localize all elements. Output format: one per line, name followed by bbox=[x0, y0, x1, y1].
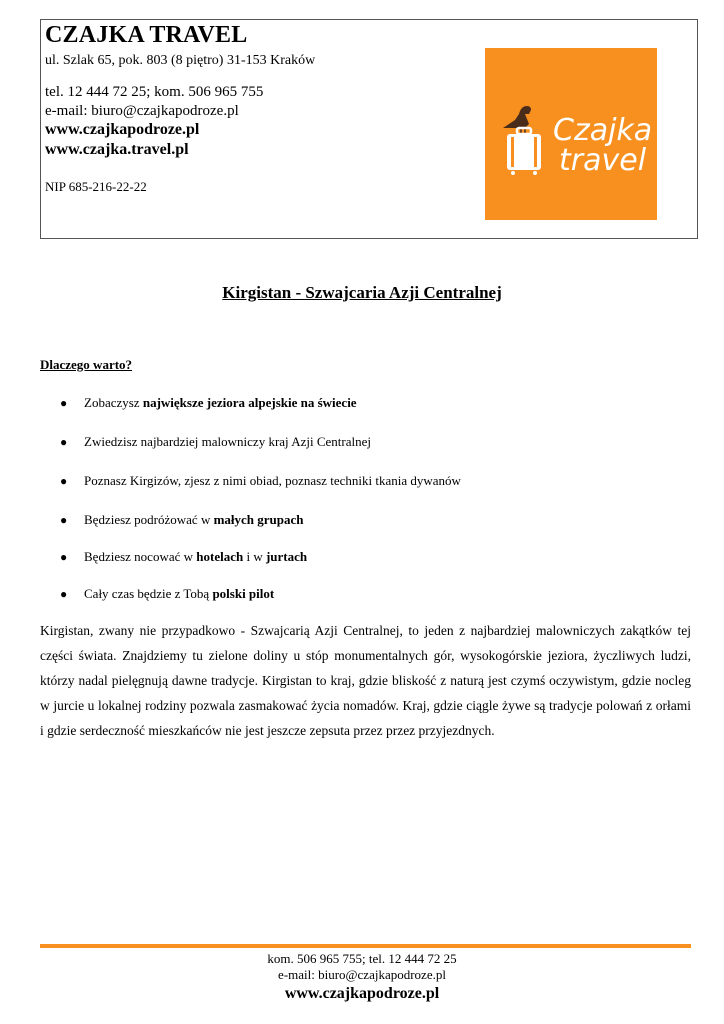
bullet-dot-icon: ● bbox=[60, 550, 68, 564]
list-item bbox=[60, 512, 304, 528]
list-item-text: Cały czas będzie z Tobą bbox=[84, 586, 213, 601]
list-item bbox=[60, 473, 461, 489]
company-name: CZAJKA TRAVEL bbox=[45, 22, 248, 48]
company-email: e-mail: biuro@czajkapodroze.pl bbox=[45, 103, 239, 119]
why-heading: Dlaczego warto? bbox=[40, 357, 133, 372]
list-item-text: Będziesz podróżować w bbox=[84, 512, 214, 527]
list-item-emphasis: hotelach bbox=[196, 549, 244, 564]
company-phone: tel. 12 444 72 25; kom. 506 965 755 bbox=[45, 84, 264, 100]
bullet-dot-icon: ● bbox=[60, 513, 68, 527]
footer-email: e-mail: biuro@czajkapodroze.pl bbox=[278, 967, 446, 982]
bullet-dot-icon: ● bbox=[60, 435, 68, 449]
list-item-emphasis: jurtach bbox=[265, 549, 308, 564]
list-item-emphasis: największe jeziora alpejskie na świecie bbox=[142, 395, 357, 410]
footer-phones: kom. 506 965 755; tel. 12 444 72 25 bbox=[267, 951, 457, 966]
list-item bbox=[60, 586, 274, 602]
list-item-text: i w bbox=[243, 549, 266, 564]
list-item-text: Będziesz nocować w bbox=[84, 549, 197, 564]
list-item bbox=[60, 395, 357, 411]
bullet-dot-icon: ● bbox=[60, 587, 68, 601]
list-item bbox=[60, 549, 307, 565]
list-item-text: Poznasz Kirgizów, zjesz z nimi obiad, poznasz techniki tkania dywanów bbox=[84, 473, 461, 488]
list-item-text: Zobaczysz bbox=[84, 395, 143, 410]
footer-divider bbox=[40, 944, 691, 948]
footer-website-link[interactable]: www.czajkapodroze.pl bbox=[284, 985, 440, 1002]
company-website-link-2[interactable]: www.czajka.travel.pl bbox=[45, 141, 189, 158]
company-address: ul. Szlak 65, pok. 803 (8 piętro) 31-153 Kraków bbox=[45, 53, 316, 68]
list-item-text: Zwiedzisz najbardziej malowniczy kraj Azji Centralnej bbox=[84, 434, 371, 449]
company-logo bbox=[485, 48, 657, 220]
list-item-emphasis: małych grupach bbox=[213, 512, 304, 527]
suitcase-with-bird-icon bbox=[485, 48, 657, 220]
company-website-link[interactable]: www.czajkapodroze.pl bbox=[45, 121, 200, 138]
company-nip: NIP 685-216-22-22 bbox=[45, 179, 147, 194]
company-header-box bbox=[40, 19, 698, 239]
document-title: Kirgistan - Szwajcaria Azji Centralnej bbox=[222, 283, 502, 302]
description-paragraph: Kirgistan, zwany nie przypadkowo - Szwajcarią Azji Centralnej, to jeden z najbardziej malowniczych zakątków tej części świata. Znajdziemy tu zielone doliny u stóp monumentalnych gór, wysokogórskie jeziora, życzliwych ludzi, którzy nadal pielęgnują dawne tradycje. Kirgistan to kraj, gdzie bliskość z naturą jest czymś oczywistym, gdzie nocleg w jurcie u lokalnej rodziny pozwala zasmakować życia nomadów. Kraj, gdzie ciągle żywe są tradycje polowań z orłami i gdzie serdeczność mieszkańców nie jest jeszcze zepsuta przez przez przyjezdnych. bbox=[40, 623, 691, 738]
list-item-emphasis: polski pilot bbox=[212, 586, 275, 601]
logo-text-line2: travel bbox=[559, 143, 647, 178]
bullet-dot-icon: ● bbox=[60, 474, 68, 488]
list-item bbox=[60, 434, 371, 450]
logo-text-line1: Czajka bbox=[553, 113, 653, 148]
bullet-dot-icon: ● bbox=[60, 396, 68, 410]
